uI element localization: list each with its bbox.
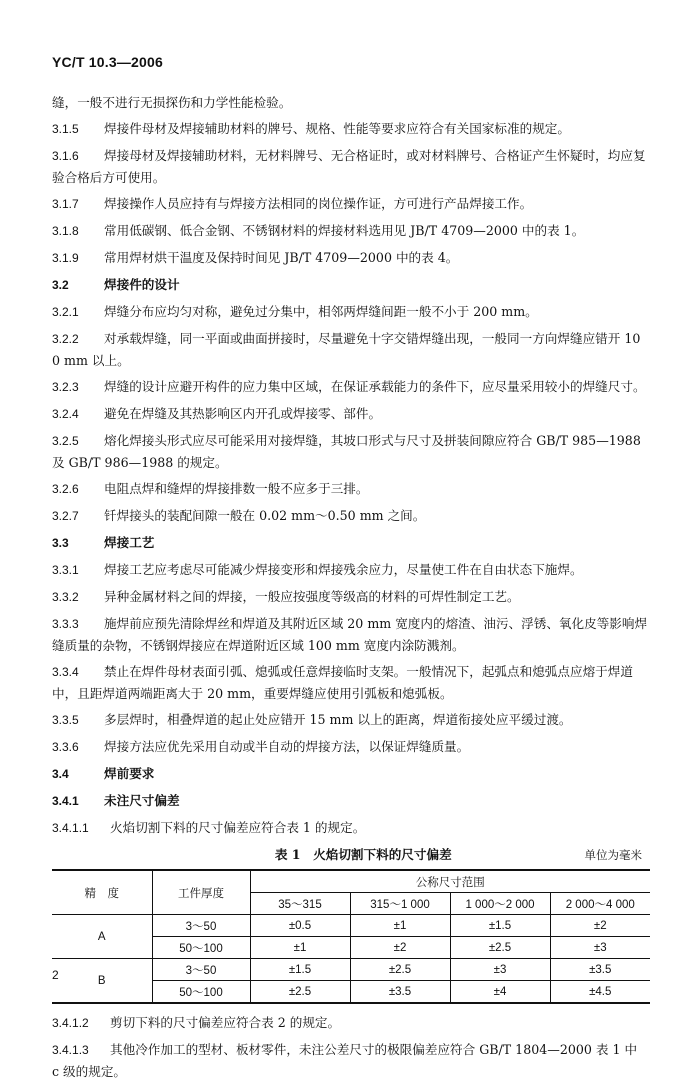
clause-number: 3.1.7 xyxy=(52,197,79,211)
value-cell: ±1.5 xyxy=(250,959,350,981)
header-precision: 精 度 xyxy=(52,870,152,915)
standard-header: YC/T 10.3—2006 xyxy=(52,54,163,70)
document-body xyxy=(52,92,648,1087)
paragraph xyxy=(52,736,648,758)
clause-text: 电阻点焊和缝焊的焊接排数一般不应多于三排。 xyxy=(104,481,369,496)
thickness-cell: 3～50 xyxy=(152,915,250,937)
clause-text: 焊缝分布应均匀对称，避免过分集中，相邻两焊缝间距一般不小于 200 mm。 xyxy=(104,304,538,319)
clause-text: 焊接方法应优先采用自动或半自动的焊接方法，以保证焊缝质量。 xyxy=(104,739,470,754)
paragraph xyxy=(52,532,648,554)
paragraph xyxy=(52,145,648,188)
table-caption-row xyxy=(52,844,648,863)
table-row xyxy=(52,915,650,937)
clause-text: 焊接工艺应考虑尽可能减少焊接变形和焊接残余应力，尽量使工件在自由状态下施焊。 xyxy=(104,562,583,577)
value-cell: ±3.5 xyxy=(350,981,450,1004)
clause-number: 3.2.6 xyxy=(52,482,79,496)
thickness-cell: 3～50 xyxy=(152,959,250,981)
clause-number: 3.4.1 xyxy=(52,794,79,808)
clause-number: 3.1.8 xyxy=(52,224,79,238)
value-cell: ±3.5 xyxy=(550,959,650,981)
paragraph-list xyxy=(52,92,648,839)
clause-number: 3.3 xyxy=(52,536,69,550)
clause-text: 多层焊时，相叠焊道的起止处应错开 15 mm 以上的距离，焊道衔接处应平缓过渡。 xyxy=(104,712,572,727)
clause-text: 焊前要求 xyxy=(104,766,155,781)
clause-text: 施焊前应预先清除焊丝和焊道及其附近区域 20 mm 宽度内的熔渣、油污、浮锈、氧化皮等影响焊缝质量的杂物，不锈钢焊接应在焊道附近区域 100 mm 宽度内涂防溅剂。 xyxy=(52,616,648,653)
value-cell: ±3 xyxy=(550,937,650,959)
clause-number: 3.2.4 xyxy=(52,407,79,421)
paragraph xyxy=(52,586,648,608)
paragraph xyxy=(52,613,648,656)
clause-text: 焊接工艺 xyxy=(104,535,155,550)
value-cell: ±2 xyxy=(550,915,650,937)
clause-text: 焊接操作人员应持有与焊接方法相同的岗位操作证，方可进行产品焊接工作。 xyxy=(104,196,533,211)
range-cell: 315～1 000 xyxy=(350,893,450,915)
clause-text: 禁止在焊件母材表面引弧、熄弧或任意焊接临时支架。一般情况下，起弧点和熄弧点应熔于焊道中，且距焊道两端距离大于 20 mm，重要焊缝应使用引弧板和熄弧板。 xyxy=(52,664,633,701)
paragraph xyxy=(52,92,648,113)
paragraph xyxy=(52,118,648,140)
paragraph xyxy=(52,403,648,425)
value-cell: ±0.5 xyxy=(250,915,350,937)
paragraph xyxy=(52,328,648,371)
clause-text: 钎焊接头的装配间隙一般在 0.02 mm～0.50 mm 之间。 xyxy=(104,508,426,523)
after-table-paragraphs xyxy=(52,1012,648,1082)
value-cell: ±1 xyxy=(250,937,350,959)
paragraph xyxy=(52,301,648,323)
thickness-cell: 50～100 xyxy=(152,981,250,1004)
value-cell: ±1.5 xyxy=(450,915,550,937)
paragraph xyxy=(52,274,648,296)
clause-number: 3.3.6 xyxy=(52,740,79,754)
value-cell: ±2.5 xyxy=(450,937,550,959)
range-cell: 35～315 xyxy=(250,893,350,915)
clause-number: 3.2 xyxy=(52,278,69,292)
clause-number: 3.3.2 xyxy=(52,590,79,604)
paragraph xyxy=(52,1012,648,1034)
paragraph xyxy=(52,505,648,527)
header-range: 公称尺寸范围 xyxy=(250,870,650,893)
table-caption: 表 1 火焰切割下料的尺寸偏差 xyxy=(274,847,452,862)
value-cell: ±4 xyxy=(450,981,550,1004)
clause-text: 缝，一般不进行无损探伤和力学性能检验。 xyxy=(52,95,292,110)
paragraph xyxy=(52,1039,648,1082)
range-cell: 2 000～4 000 xyxy=(550,893,650,915)
deviation-table xyxy=(52,869,650,1004)
clause-number: 3.3.3 xyxy=(52,617,79,631)
range-cell: 1 000～2 000 xyxy=(450,893,550,915)
clause-text: 熔化焊接头形式应尽可能采用对接焊缝，其坡口形式与尺寸及拼装间隙应符合 GB/T 985—1988 及 GB/T 986—1988 的规定。 xyxy=(52,433,641,470)
clause-text: 其他冷作加工的型材、板材零件，未注公差尺寸的极限偏差应符合 GB/T 1804—2000 表 1 中 c 级的规定。 xyxy=(52,1042,638,1079)
value-cell: ±2 xyxy=(350,937,450,959)
clause-text: 火焰切割下料的尺寸偏差应符合表 1 的规定。 xyxy=(110,820,366,835)
clause-number: 3.3.4 xyxy=(52,665,79,679)
table-header-row xyxy=(52,870,650,893)
paragraph xyxy=(52,220,648,242)
paragraph xyxy=(52,559,648,581)
clause-number: 3.1.9 xyxy=(52,251,79,265)
table-unit: 单位为毫米 xyxy=(584,848,642,862)
clause-text: 剪切下料的尺寸偏差应符合表 2 的规定。 xyxy=(110,1015,341,1030)
paragraph xyxy=(52,376,648,398)
clause-text: 避免在焊缝及其热影响区内开孔或焊接零、部件。 xyxy=(104,406,382,421)
clause-text: 常用低碳钢、低合金钢、不锈钢材料的焊接材料选用见 JB/T 4709—2000 中的表 1。 xyxy=(104,223,585,238)
grade-cell: B xyxy=(52,959,152,1004)
page-number: 2 xyxy=(52,968,59,982)
clause-number: 3.4 xyxy=(52,767,69,781)
clause-number: 3.2.5 xyxy=(52,434,79,448)
clause-number: 3.1.5 xyxy=(52,122,79,136)
clause-number: 3.2.1 xyxy=(52,305,79,319)
table-row xyxy=(52,959,650,981)
paragraph xyxy=(52,430,648,473)
clause-text: 未注尺寸偏差 xyxy=(104,793,180,808)
clause-number: 3.4.1.1 xyxy=(52,821,89,835)
paragraph xyxy=(52,247,648,269)
paragraph xyxy=(52,478,648,500)
clause-number: 3.4.1.2 xyxy=(52,1016,89,1030)
clause-number: 3.3.1 xyxy=(52,563,79,577)
clause-text: 焊接件的设计 xyxy=(104,277,180,292)
grade-cell: A xyxy=(52,915,152,959)
paragraph xyxy=(52,817,648,839)
clause-text: 焊缝的设计应避开构件的应力集中区域，在保证承载能力的条件下，应尽量采用较小的焊缝尺寸。 xyxy=(104,379,646,394)
value-cell: ±3 xyxy=(450,959,550,981)
clause-text: 焊接件母材及焊接辅助材料的牌号、规格、性能等要求应符合有关国家标准的规定。 xyxy=(104,121,570,136)
clause-text: 焊接母材及焊接辅助材料，无材料牌号、无合格证时，或对材料牌号、合格证产生怀疑时，均应复验合格后方可使用。 xyxy=(52,148,646,185)
value-cell: ±1 xyxy=(350,915,450,937)
paragraph xyxy=(52,661,648,704)
clause-number: 3.1.6 xyxy=(52,149,79,163)
value-cell: ±2.5 xyxy=(250,981,350,1004)
clause-number: 3.2.3 xyxy=(52,380,79,394)
clause-text: 异种金属材料之间的焊接，一般应按强度等级高的材料的可焊性制定工艺。 xyxy=(104,589,520,604)
header-thickness: 工件厚度 xyxy=(152,870,250,915)
thickness-cell: 50～100 xyxy=(152,937,250,959)
paragraph xyxy=(52,790,648,812)
clause-number: 3.2.2 xyxy=(52,332,79,346)
paragraph xyxy=(52,763,648,785)
paragraph xyxy=(52,709,648,731)
clause-text: 对承载焊缝，同一平面或曲面拼接时，尽量避免十字交错焊缝出现，一般同一方向焊缝应错开 100 mm 以上。 xyxy=(52,331,641,368)
clause-text: 常用焊材烘干温度及保持时间见 JB/T 4709—2000 中的表 4。 xyxy=(104,250,459,265)
clause-number: 3.4.1.3 xyxy=(52,1043,89,1057)
paragraph xyxy=(52,193,648,215)
value-cell: ±4.5 xyxy=(550,981,650,1004)
clause-number: 3.3.5 xyxy=(52,713,79,727)
value-cell: ±2.5 xyxy=(350,959,450,981)
clause-number: 3.2.7 xyxy=(52,509,79,523)
